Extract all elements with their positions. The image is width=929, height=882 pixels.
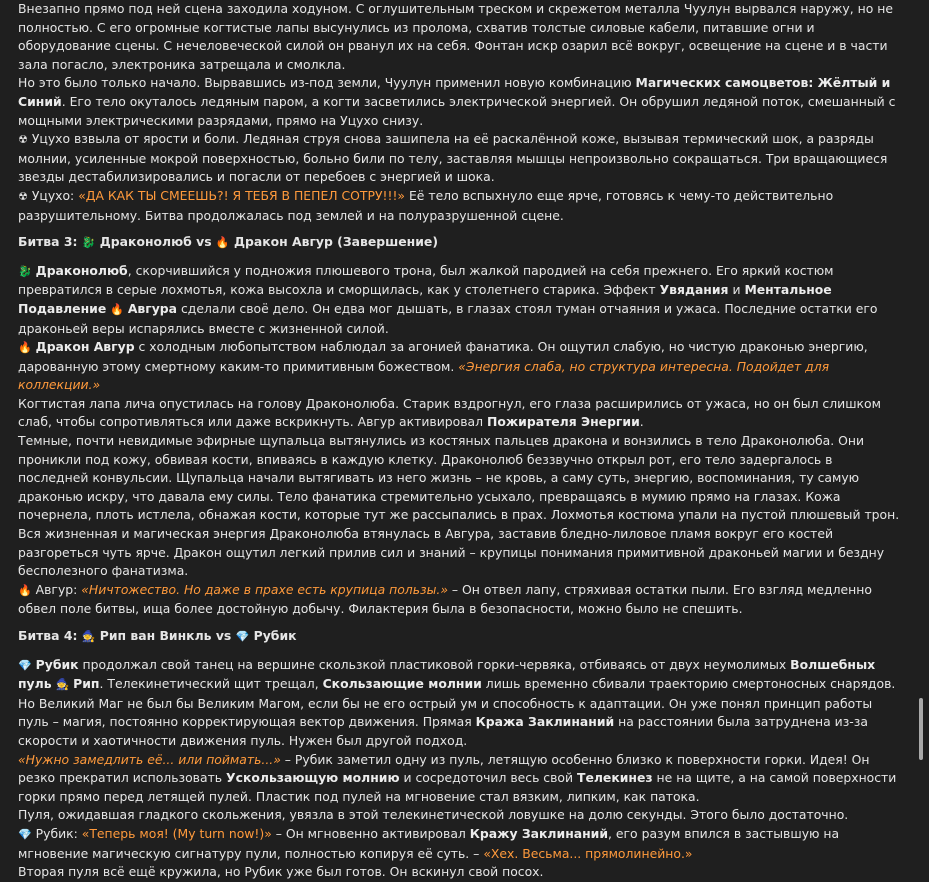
paragraph (18, 581, 906, 619)
paragraph: Вторая пуля всё ещё кружила, но Рубик уже был готов. Он вскинул свой посох. (18, 864, 544, 880)
wizard-icon: 🧙 (81, 630, 96, 643)
text: и сосредоточил весь свой (399, 770, 577, 786)
character-name: Дракон Авгур (35, 339, 135, 355)
character-name: Драконолюб (35, 262, 128, 278)
quote: «Энергия слаба, но структура интересна. Подойдет для коллекции.» (18, 358, 830, 393)
heading-prefix: Битва 4: (18, 628, 78, 643)
gem-icon: 💎 (235, 630, 250, 643)
character-name: Рубик (35, 656, 79, 672)
scrollbar-thumb[interactable] (919, 698, 923, 760)
paragraph: Внезапно прямо под ней сцена заходила ходуном. С оглушительным треском и скрежетом металла Чуулун вырвался наружу, но не полностью. С его огромные когтистые лапы высунулись из пролома, схватив толстые силовые кабели, питавшие огни и оборудование сцены. С нечеловеческой силой он рванул их на себя. Фонтан искр озарил всё вокруг, освещение на сцене и в части зала погасло, электроника затрещала и смолкла. (18, 1, 893, 72)
paragraph (18, 338, 906, 395)
vs-label: vs (196, 234, 212, 250)
text: , скорчившийся у подножия плюшевого трона, был жалкой пародией на себя прежнего. Его яркий костюм превратился в серые лохмотья, кожа высохла и сморщилась, как у столетнего старика. Эффект (18, 262, 834, 298)
text: и (728, 282, 745, 298)
text: . Его тело окуталось ледяным паром, а когти засветились электрической энергией. Он обрушил ледяной поток, смешанный с мощными электрическими разрядами, прямо на Уцухо снизу. (18, 93, 896, 128)
gem-icon: 💎 (18, 658, 32, 672)
paragraph: Пуля, ожидавшая гладкого скольжения, увязла в этой телекинетической ловушке на долю секунды. Этого было достаточно. (18, 807, 849, 823)
speaker-name: Уцухо: (31, 187, 75, 203)
bold-term: Телекинез (577, 770, 653, 786)
bold-term: Ментальное Подавление (18, 282, 832, 316)
dragon-icon: 🐉 (81, 236, 96, 250)
battle-heading (18, 627, 906, 647)
bold-term: Авгура (127, 300, 178, 316)
vs-label: vs (215, 628, 232, 643)
paragraph (18, 395, 906, 432)
fire-icon: 🔥 (18, 583, 32, 597)
bold-term: Рип (73, 676, 100, 692)
fire-icon: 🔥 (18, 341, 32, 355)
text: не на щите, а на самой поверхности горки прямо перед летящей пулей. Пластик под пулей на мгновение стал вязким, липким, как патока. (18, 770, 897, 804)
paragraph (18, 825, 906, 863)
bold-term: Увядания (659, 282, 729, 298)
text: Уцухо взвыла от ярости и боли. Ледяная струя снова зашипела на её раскалённой коже, вызывая термический шок, а разряды молнии, усиленные мокрой поверхностью, больно били по телу, заставляя мышцы непроизвольно сокращаться. Три вращающиеся звезды дестабилизировались и погасли от перебоев с энергией и шока. (18, 131, 888, 185)
text: , его разум впился в застывшую на мгновение магическую сигнатуру пули, полностью копируя её суть. – (18, 825, 840, 861)
fighter-b: Дракон Авгур (Завершение) (233, 234, 438, 250)
fire-icon: 🔥 (110, 302, 124, 316)
dragon-icon: 🐉 (18, 264, 32, 278)
text: . (639, 414, 644, 430)
bold-term: Скользающие молнии (322, 676, 482, 692)
text: – Он отвел лапу, стряхивая остатки пыли. Его взгляд медленно обвел поле битвы, ища более достойную добычу. Филактерия была в безопасности, можно было не спешить. (18, 581, 872, 617)
paragraph (18, 130, 906, 187)
wizard-icon: 🧙 (55, 678, 70, 692)
text: с холодным любопытством наблюдал за агонией фанатика. Он ощутил слабую, но чистую драконью энергию, дарованную этому смертному каким-то примитивным божеством. (18, 339, 868, 374)
paragraph (18, 262, 906, 338)
paragraph (18, 74, 906, 130)
fighter-a: Рип ван Винкль (99, 628, 212, 643)
story-content (18, 0, 906, 882)
bold-term: Пожирателя Энергии (486, 414, 640, 430)
paragraph (18, 751, 906, 807)
battle-heading (18, 233, 906, 253)
gem-icon: 💎 (18, 827, 32, 841)
quote: «ДА КАК ТЫ СМЕЕШЬ?! Я ТЕБЯ В ПЕПЕЛ СОТРУ!!!» (78, 187, 406, 203)
text: лишь временно сбивали траекторию смертоносных снарядов. Но Великий Маг не был бы Великим Магом, если бы не его острый ум и способность к адаптации. Он уже понял принцип работы пуль – магия, постоянно корректирующая вектор движения. Прямая (18, 676, 896, 730)
text: . Телекинетический щит трещал, (99, 676, 323, 692)
text: сделали своё дело. Он едва мог дышать, в глазах стоял туман отчаяния и ужаса. Последние остатки его драконьей веры испарялись вместе с жизненной силой. (18, 300, 878, 336)
radiation-icon: ☢ (18, 133, 28, 147)
bold-term: Кража Заклинаний (475, 714, 615, 730)
speaker-name: Рубик: (35, 825, 78, 841)
paragraph (18, 187, 906, 225)
bold-term: Ускользающую молнию (226, 770, 400, 786)
fire-icon: 🔥 (215, 236, 230, 250)
bold-term: Кражу Заклинаний (469, 825, 609, 841)
fighter-a: Драконолюб (99, 234, 192, 250)
paragraph: Темные, почти невидимые эфирные щупальца вытянулись из костяных пальцев дракона и вонзились в тело Драконолюба. Они проникли под кожу, обвивая кости, впиваясь в каждую клетку. Драконолюб беззвучно открыл рот, его тело задергалось в последней конвульсии. Щупальца начали вытягивать из него жизнь – не кровь, а саму суть, энергию, воспоминания, ту самую драконью искру, что давала ему силы. Тело фанатика стремительно усыхало, превращаясь в мумию прямо на глазах. Кожа почернела, плоть истлела, обнажая кости, которые тут же рассыпались в прах. Лохмотья костюма упали на пустой плюшевый трон. Вся жизненная и магическая энергия Драконолюба втянулась в Авгура, заставив бледно-лиловое пламя вокруг его костей разгореться чуть ярче. Дракон ощутил легкий прилив сил и знаний – крупицы понимания примитивной драконьей магии и бездну бесполезного фанатизма. (18, 433, 900, 579)
text: Когтистая лапа лича опустилась на голову Драконолюба. Старик вздрогнул, его глаза расширились от ужаса, но он был слишком слаб, чтобы сопротивляться или даже вскрикнуть. Авгур активировал (18, 395, 881, 430)
quote: «Нужно замедлить её... или поймать...» (18, 751, 281, 767)
speaker-name: Авгур: (35, 581, 78, 597)
text: Но это было только начало. Вырвавшись из-под земли, Чуулун применил новую комбинацию (18, 75, 636, 91)
text: Её тело вспыхнуло еще ярче, готовясь к чему-то действительно разрушительному. Битва продолжалась под землей и на полуразрушенной сцене. (18, 187, 834, 223)
bold-term: Магических самоцветов: Жёлтый и Синий (18, 75, 891, 109)
text: на расстоянии была затруднена из-за скорости и хаотичности движения пуль. Нужен был другой подход. (18, 714, 868, 748)
radiation-icon: ☢ (18, 189, 28, 203)
text: – Рубик заметил одну из пуль, летящую особенно близко к поверхности горки. Идея! Он резко прекратил использовать (18, 751, 870, 786)
text: – Он мгновенно активировал (271, 825, 470, 841)
heading-prefix: Битва 3: (18, 234, 78, 250)
fighter-b: Рубик (253, 628, 297, 643)
quote: «Хех. Весьма... прямолинейно.» (483, 845, 693, 861)
quote: «Теперь моя! (My turn now!)» (81, 825, 272, 841)
text: продолжал свой танец на вершине скользкой пластиковой горки-червяка, отбиваясь от двух неумолимых (78, 656, 791, 672)
quote: «Ничтожество. Но даже в прахе есть крупица пользы.» (81, 581, 448, 597)
bold-term: Волшебных пуль (18, 656, 876, 692)
paragraph (18, 656, 906, 751)
